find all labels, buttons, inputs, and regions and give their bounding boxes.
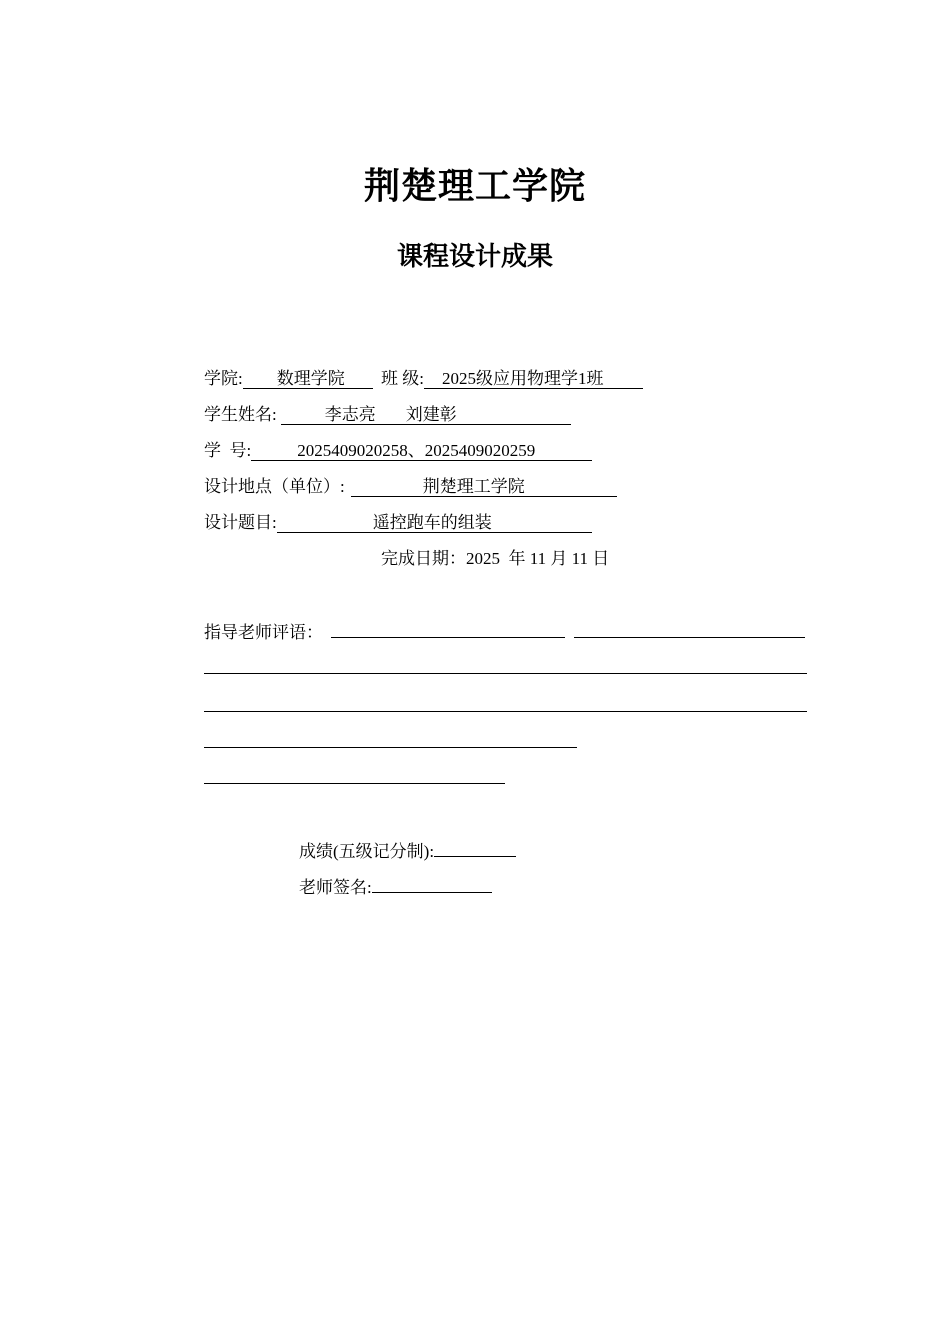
signature-label: 老师签名: — [299, 878, 372, 897]
location-field[interactable] — [351, 477, 617, 497]
document-subtitle: 课程设计成果 — [396, 242, 553, 272]
grade-row — [299, 838, 516, 863]
topic-row — [204, 512, 592, 534]
class-field[interactable] — [424, 369, 644, 389]
location-value: 荆楚理工学院 — [422, 477, 525, 496]
student-id-field[interactable] — [251, 441, 592, 461]
comments-blank-1[interactable] — [331, 619, 565, 638]
class-label: 班 级: — [380, 369, 424, 388]
comments-line-2[interactable] — [204, 673, 807, 674]
topic-value: 遥控跑车的组装 — [372, 513, 492, 532]
school-title: 荆楚理工学院 — [363, 165, 586, 207]
signature-field[interactable] — [372, 874, 492, 893]
student-name-row — [204, 404, 571, 426]
student-2-value: 刘建彰 — [405, 405, 457, 424]
college-value: 数理学院 — [276, 369, 345, 388]
student-id-value: 2025409020258、2025409020259 — [297, 441, 536, 460]
class-value: 2025级应用物理学1班 — [441, 369, 604, 388]
student-1-value: 李志亮 — [324, 405, 376, 424]
student-id-label: 学 号: — [204, 441, 252, 460]
comments-label: 指导老师评语： — [204, 623, 323, 642]
comments-line-4[interactable] — [204, 747, 577, 748]
college-field[interactable] — [243, 369, 373, 389]
grade-label: 成绩(五级记分制): — [299, 842, 435, 861]
college-label: 学院: — [204, 369, 243, 388]
comments-line-3[interactable] — [204, 711, 807, 712]
grade-field[interactable] — [434, 838, 516, 857]
comments-blank-2[interactable] — [574, 619, 805, 638]
topic-field[interactable] — [277, 513, 592, 533]
location-row — [204, 476, 617, 498]
college-class-row — [204, 368, 643, 390]
location-label: 设计地点（单位）: — [204, 477, 345, 496]
student-id-row — [204, 440, 592, 462]
topic-label: 设计题目: — [204, 513, 277, 532]
comments-row — [204, 619, 805, 644]
comments-line-5[interactable] — [204, 783, 505, 784]
student-name-field[interactable] — [281, 405, 571, 425]
student-name-label: 学生姓名: — [204, 405, 277, 424]
signature-row — [299, 874, 492, 899]
completion-date: 完成日期：2025 年 11 月 11 日 — [381, 549, 610, 568]
